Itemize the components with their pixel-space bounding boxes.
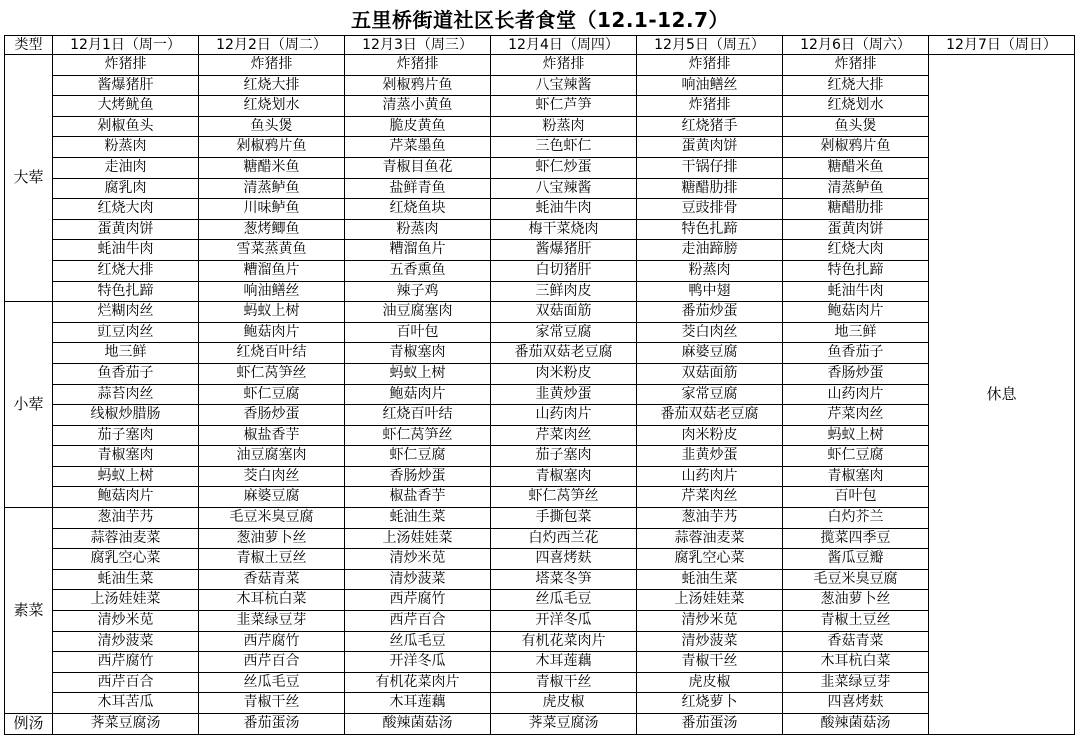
dish-cell: 粉蒸肉: [491, 116, 637, 137]
dish-cell: 上汤娃娃菜: [345, 528, 491, 549]
dish-cell: 白切猪肝: [491, 260, 637, 281]
dish-cell: 特色扎蹄: [637, 219, 783, 240]
table-row: [5, 240, 1075, 261]
dish-cell: 番茄炒蛋: [637, 302, 783, 323]
dish-cell: 粉蒸肉: [637, 260, 783, 281]
table-row: [5, 590, 1075, 611]
dish-cell: 走油蹄膀: [637, 240, 783, 261]
table-row: [5, 611, 1075, 632]
dish-cell: 红烧猪手: [637, 116, 783, 137]
dish-cell: 椒盐香芋: [199, 425, 345, 446]
dish-cell: 青椒塞肉: [53, 446, 199, 467]
dish-cell: 八宝辣酱: [491, 75, 637, 96]
dish-cell: 香肠炒蛋: [345, 466, 491, 487]
dish-cell: 三色虾仁: [491, 137, 637, 158]
dish-cell: 虾仁豆腐: [345, 446, 491, 467]
dish-cell: 酱爆猪肝: [491, 240, 637, 261]
dish-cell: 双菇面筋: [637, 363, 783, 384]
dish-cell: 炸猪排: [199, 55, 345, 76]
dish-cell: 木耳莲藕: [491, 652, 637, 673]
dish-cell: 青椒干丝: [637, 652, 783, 673]
dish-cell: 丝瓜毛豆: [345, 631, 491, 652]
dish-cell: 虾仁莴笋丝: [345, 425, 491, 446]
column-header: 12月3日（周三）: [345, 36, 491, 55]
dish-cell: 茭白肉丝: [637, 322, 783, 343]
dish-cell: 双菇面筋: [491, 302, 637, 323]
header-row: [5, 36, 1075, 55]
dish-cell: 芹菜墨鱼: [345, 137, 491, 158]
dish-cell: 糟溜鱼片: [345, 240, 491, 261]
dish-cell: 糖醋肋排: [637, 178, 783, 199]
table-row: [5, 302, 1075, 323]
dish-cell: 清炒菠菜: [345, 569, 491, 590]
dish-cell: 百叶包: [783, 487, 929, 508]
dish-cell: 山药肉片: [637, 466, 783, 487]
dish-cell: 红烧百叶结: [199, 343, 345, 364]
dish-cell: 红烧大肉: [783, 240, 929, 261]
dish-cell: 开洋冬瓜: [345, 652, 491, 673]
dish-cell: 香菇青菜: [199, 569, 345, 590]
dish-cell: 腐乳空心菜: [637, 549, 783, 570]
dish-cell: 韭黄炒蛋: [491, 384, 637, 405]
dish-cell: 蚂蚁上树: [53, 466, 199, 487]
dish-cell: 蚝油生菜: [53, 569, 199, 590]
dish-cell: 虎皮椒: [637, 672, 783, 693]
dish-cell: 蛋黄肉饼: [53, 219, 199, 240]
dish-cell: 蚝油牛肉: [53, 240, 199, 261]
dish-cell: 葱烤鲫鱼: [199, 219, 345, 240]
dish-cell: 红烧大排: [53, 260, 199, 281]
table-row: [5, 322, 1075, 343]
dish-cell: 鱼头煲: [199, 116, 345, 137]
category-cell: 例汤: [5, 714, 53, 735]
dish-cell: 白灼西兰花: [491, 528, 637, 549]
dish-cell: 鲍菇肉片: [199, 322, 345, 343]
dish-cell: 响油鳝丝: [199, 281, 345, 302]
dish-cell: 肉米粉皮: [637, 425, 783, 446]
table-row: [5, 260, 1075, 281]
dish-cell: 青椒干丝: [199, 693, 345, 714]
dish-cell: 芹菜肉丝: [491, 425, 637, 446]
table-row: [5, 96, 1075, 117]
dish-cell: 青椒塞肉: [345, 343, 491, 364]
dish-cell: 西芹百合: [199, 652, 345, 673]
dish-cell: 有机花菜肉片: [345, 672, 491, 693]
dish-cell: 清炒菠菜: [637, 631, 783, 652]
dish-cell: 白灼芥兰: [783, 508, 929, 529]
dish-cell: 毛豆米臭豆腐: [199, 508, 345, 529]
table-row: [5, 528, 1075, 549]
dish-cell: 梅干菜烧肉: [491, 219, 637, 240]
dish-cell: 炸猪排: [637, 96, 783, 117]
dish-cell: 蚝油生菜: [637, 569, 783, 590]
dish-cell: 有机花菜肉片: [491, 631, 637, 652]
dish-cell: 酸辣菌菇汤: [783, 714, 929, 735]
dish-cell: 山药肉片: [783, 384, 929, 405]
table-row: [5, 219, 1075, 240]
dish-cell: 剁椒鸦片鱼: [783, 137, 929, 158]
dish-cell: 糖醋米鱼: [199, 157, 345, 178]
dish-cell: 干锅仔排: [637, 157, 783, 178]
dish-cell: 虾仁豆腐: [783, 446, 929, 467]
dish-cell: 青椒干丝: [491, 672, 637, 693]
dish-cell: 开洋冬瓜: [491, 611, 637, 632]
category-cell: 大荤: [5, 55, 53, 302]
table-row: [5, 405, 1075, 426]
dish-cell: 雪菜蒸黄鱼: [199, 240, 345, 261]
table-row: [5, 384, 1075, 405]
table-row: [5, 75, 1075, 96]
table-row: [5, 508, 1075, 529]
dish-cell: 腐乳肉: [53, 178, 199, 199]
dish-cell: 蛋黄肉饼: [637, 137, 783, 158]
dish-cell: 香菇青菜: [783, 631, 929, 652]
dish-cell: 清蒸鲈鱼: [199, 178, 345, 199]
dish-cell: 虾仁芦笋: [491, 96, 637, 117]
dish-cell: 百叶包: [345, 322, 491, 343]
dish-cell: 芹菜肉丝: [637, 487, 783, 508]
dish-cell: 蚂蚁上树: [345, 363, 491, 384]
dish-cell: 青椒土豆丝: [199, 549, 345, 570]
dish-cell: 酱爆猪肝: [53, 75, 199, 96]
dish-cell: 丝瓜毛豆: [491, 590, 637, 611]
dish-cell: 青椒塞肉: [783, 466, 929, 487]
table-row: [5, 714, 1075, 735]
dish-cell: 鱼香茄子: [783, 343, 929, 364]
table-row: [5, 569, 1075, 590]
category-cell: 素菜: [5, 508, 53, 714]
column-header: 12月7日（周日）: [929, 36, 1075, 55]
dish-cell: 鲍菇肉片: [345, 384, 491, 405]
dish-cell: 红烧萝卜: [637, 693, 783, 714]
dish-cell: 红烧划水: [783, 96, 929, 117]
dish-cell: 虎皮椒: [491, 693, 637, 714]
dish-cell: 茄子塞肉: [53, 425, 199, 446]
column-header: 12月4日（周四）: [491, 36, 637, 55]
dish-cell: 腐乳空心菜: [53, 549, 199, 570]
table-row: [5, 116, 1075, 137]
dish-cell: 清蒸小黄鱼: [345, 96, 491, 117]
dish-cell: 鱼头煲: [783, 116, 929, 137]
dish-cell: 红烧划水: [199, 96, 345, 117]
dish-cell: 木耳苦瓜: [53, 693, 199, 714]
dish-cell: 鲍菇肉片: [783, 302, 929, 323]
dish-cell: 响油鳝丝: [637, 75, 783, 96]
dish-cell: 青椒目鱼花: [345, 157, 491, 178]
dish-cell: 山药肉片: [491, 405, 637, 426]
dish-cell: 蚂蚁上树: [199, 302, 345, 323]
menu-body: [5, 55, 1075, 735]
table-row: [5, 631, 1075, 652]
dish-cell: 红烧大排: [783, 75, 929, 96]
dish-cell: 糟溜鱼片: [199, 260, 345, 281]
table-row: [5, 652, 1075, 673]
dish-cell: 家常豆腐: [491, 322, 637, 343]
dish-cell: 葱油芋艿: [53, 508, 199, 529]
column-header: 12月6日（周六）: [783, 36, 929, 55]
dish-cell: 蛋黄肉饼: [783, 219, 929, 240]
table-row: [5, 157, 1075, 178]
dish-cell: 椒盐香芋: [345, 487, 491, 508]
dish-cell: 豇豆肉丝: [53, 322, 199, 343]
table-row: [5, 693, 1075, 714]
page-title: 五里桥街道社区长者食堂（12.1-12.7）: [351, 8, 729, 32]
dish-cell: 葱油萝卜丝: [783, 590, 929, 611]
dish-cell: 家常豆腐: [637, 384, 783, 405]
dish-cell: 蒜蓉油麦菜: [53, 528, 199, 549]
dish-cell: 蚝油牛肉: [783, 281, 929, 302]
dish-cell: 肉米粉皮: [491, 363, 637, 384]
table-row: [5, 363, 1075, 384]
dish-cell: 荠菜豆腐汤: [491, 714, 637, 735]
dish-cell: 虾仁莴笋丝: [491, 487, 637, 508]
dish-cell: 地三鲜: [53, 343, 199, 364]
dish-cell: 蒜蓉油麦菜: [637, 528, 783, 549]
dish-cell: 茭白肉丝: [199, 466, 345, 487]
dish-cell: 鱼香茄子: [53, 363, 199, 384]
dish-cell: 香肠炒蛋: [783, 363, 929, 384]
dish-cell: 清炒米苋: [53, 611, 199, 632]
dish-cell: 剁椒鱼头: [53, 116, 199, 137]
dish-cell: 青椒塞肉: [491, 466, 637, 487]
dish-cell: 手撕包菜: [491, 508, 637, 529]
dish-cell: 香肠炒蛋: [199, 405, 345, 426]
dish-cell: 木耳杭白菜: [199, 590, 345, 611]
dish-cell: 盐鲜青鱼: [345, 178, 491, 199]
category-cell: 小荤: [5, 302, 53, 508]
dish-cell: 番茄双菇老豆腐: [491, 343, 637, 364]
dish-cell: 红烧鱼块: [345, 199, 491, 220]
column-header: 12月2日（周二）: [199, 36, 345, 55]
dish-cell: 虾仁豆腐: [199, 384, 345, 405]
dish-cell: 青椒土豆丝: [783, 611, 929, 632]
dish-cell: 清蒸鲈鱼: [783, 178, 929, 199]
dish-cell: 上汤娃娃菜: [637, 590, 783, 611]
table-row: [5, 549, 1075, 570]
dish-cell: 番茄双菇老豆腐: [637, 405, 783, 426]
table-row: [5, 487, 1075, 508]
table-row: [5, 466, 1075, 487]
dish-cell: 炸猪排: [637, 55, 783, 76]
dish-cell: 塔菜冬笋: [491, 569, 637, 590]
dish-cell: 五香熏鱼: [345, 260, 491, 281]
dish-cell: 荠菜豆腐汤: [53, 714, 199, 735]
dish-cell: 四喜烤麸: [491, 549, 637, 570]
dish-cell: 西芹腐竹: [199, 631, 345, 652]
dish-cell: 脆皮黄鱼: [345, 116, 491, 137]
dish-cell: 特色扎蹄: [53, 281, 199, 302]
dish-cell: 酱瓜豆瓣: [783, 549, 929, 570]
table-row: [5, 178, 1075, 199]
dish-cell: 揽菜四季豆: [783, 528, 929, 549]
dish-cell: 线椒炒腊肠: [53, 405, 199, 426]
dish-cell: 红烧大排: [199, 75, 345, 96]
column-header: 类型: [5, 36, 53, 55]
dish-cell: 豆豉排骨: [637, 199, 783, 220]
dish-cell: 糖醋肋排: [783, 199, 929, 220]
dish-cell: 麻婆豆腐: [199, 487, 345, 508]
dish-cell: 油豆腐塞肉: [199, 446, 345, 467]
dish-cell: 糖醋米鱼: [783, 157, 929, 178]
dish-cell: 西芹百合: [53, 672, 199, 693]
dish-cell: 丝瓜毛豆: [199, 672, 345, 693]
dish-cell: 番茄蛋汤: [637, 714, 783, 735]
dish-cell: 麻婆豆腐: [637, 343, 783, 364]
dish-cell: 蚝油牛肉: [491, 199, 637, 220]
dish-cell: 粉蒸肉: [53, 137, 199, 158]
column-header: 12月1日（周一）: [53, 36, 199, 55]
dish-cell: 韭黄炒蛋: [637, 446, 783, 467]
dish-cell: 辣子鸡: [345, 281, 491, 302]
dish-cell: 蚂蚁上树: [783, 425, 929, 446]
dish-cell: 鸭中翅: [637, 281, 783, 302]
dish-cell: 蒜苔肉丝: [53, 384, 199, 405]
dish-cell: 蚝油生菜: [345, 508, 491, 529]
dish-cell: 走油肉: [53, 157, 199, 178]
dish-cell: 炸猪排: [53, 55, 199, 76]
dish-cell: 葱油芋艿: [637, 508, 783, 529]
dish-cell: 油豆腐塞肉: [345, 302, 491, 323]
dish-cell: 西芹腐竹: [345, 590, 491, 611]
dish-cell: 三鲜肉皮: [491, 281, 637, 302]
dish-cell: 葱油萝卜丝: [199, 528, 345, 549]
table-row: [5, 446, 1075, 467]
dish-cell: 剁椒鸦片鱼: [345, 75, 491, 96]
table-row: [5, 281, 1075, 302]
dish-cell: 炸猪排: [345, 55, 491, 76]
dish-cell: 茄子塞肉: [491, 446, 637, 467]
dish-cell: 清炒米苋: [637, 611, 783, 632]
dish-cell: 粉蒸肉: [345, 219, 491, 240]
dish-cell: 酸辣菌菇汤: [345, 714, 491, 735]
dish-cell: 四喜烤麸: [783, 693, 929, 714]
dish-cell: 大烤鱿鱼: [53, 96, 199, 117]
dish-cell: 木耳莲藕: [345, 693, 491, 714]
table-row: [5, 672, 1075, 693]
dish-cell: 虾仁莴笋丝: [199, 363, 345, 384]
dish-cell: 烂糊肉丝: [53, 302, 199, 323]
dish-cell: 鲍菇肉片: [53, 487, 199, 508]
dish-cell: 番茄蛋汤: [199, 714, 345, 735]
dish-cell: 清炒菠菜: [53, 631, 199, 652]
dish-cell: 红烧大肉: [53, 199, 199, 220]
dish-cell: 虾仁炒蛋: [491, 157, 637, 178]
dish-cell: 毛豆米臭豆腐: [783, 569, 929, 590]
dish-cell: 韭菜绿豆芽: [783, 672, 929, 693]
dish-cell: 木耳杭白菜: [783, 652, 929, 673]
menu-table: [4, 35, 1075, 735]
table-row: [5, 343, 1075, 364]
dish-cell: 特色扎蹄: [783, 260, 929, 281]
dish-cell: 剁椒鸦片鱼: [199, 137, 345, 158]
sunday-rest-cell: 休息: [929, 55, 1075, 735]
dish-cell: 红烧百叶结: [345, 405, 491, 426]
dish-cell: 西芹腐竹: [53, 652, 199, 673]
dish-cell: 韭菜绿豆芽: [199, 611, 345, 632]
dish-cell: 上汤娃娃菜: [53, 590, 199, 611]
dish-cell: 地三鲜: [783, 322, 929, 343]
dish-cell: 芹菜肉丝: [783, 405, 929, 426]
table-row: [5, 425, 1075, 446]
dish-cell: 炸猪排: [783, 55, 929, 76]
dish-cell: 川味鲈鱼: [199, 199, 345, 220]
table-row: [5, 199, 1075, 220]
table-row: [5, 137, 1075, 158]
column-header: 12月5日（周五）: [637, 36, 783, 55]
dish-cell: 清炒米苋: [345, 549, 491, 570]
table-row: [5, 55, 1075, 76]
dish-cell: 炸猪排: [491, 55, 637, 76]
dish-cell: 八宝辣酱: [491, 178, 637, 199]
dish-cell: 西芹百合: [345, 611, 491, 632]
